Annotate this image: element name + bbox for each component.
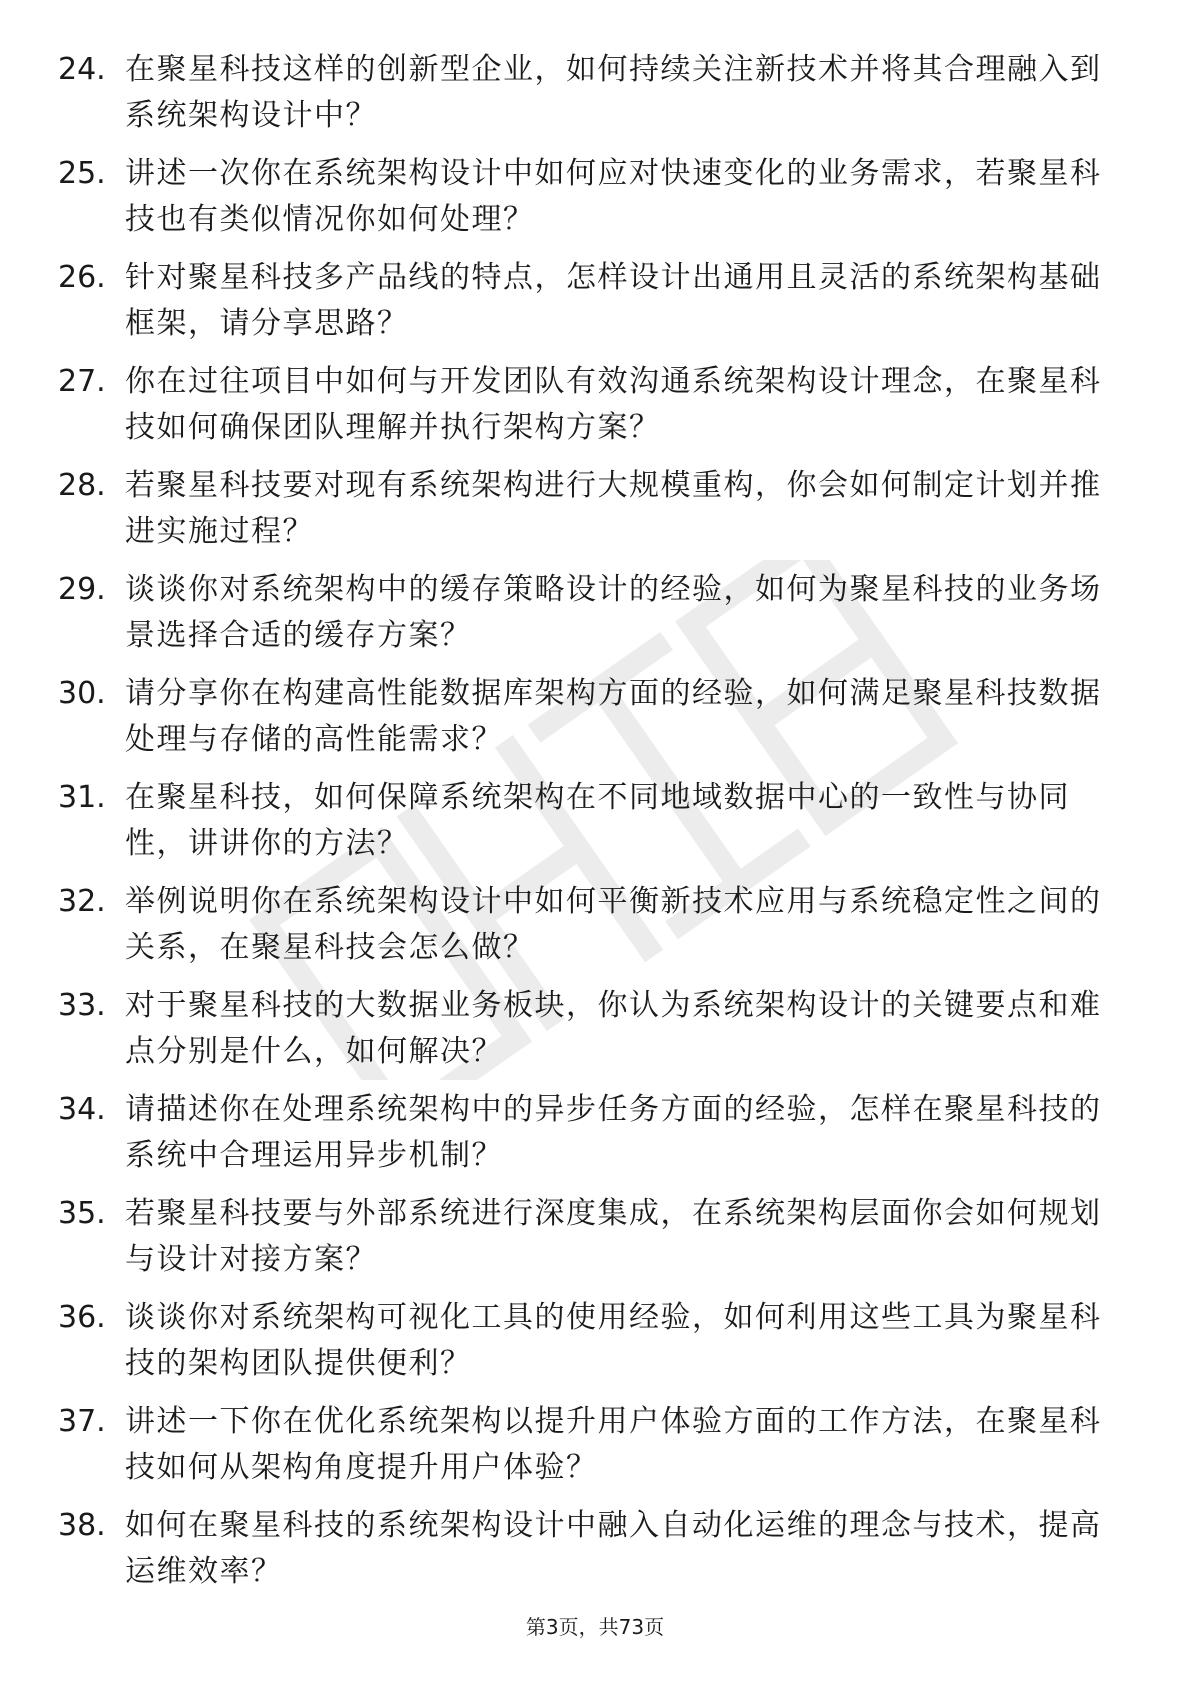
question-text: 谈谈你对系统架构中的缓存策略设计的经验，如何为聚星科技的业务场景选择合适的缓存方案？ bbox=[125, 572, 1102, 653]
question-number: 28. bbox=[58, 468, 106, 503]
question-text: 若聚星科技要对现有系统架构进行大规模重构，你会如何制定计划并推进实施过程？ bbox=[125, 468, 1102, 549]
question-text: 对于聚星科技的大数据业务板块，你认为系统架构设计的关键要点和难点分别是什么，如何解决？ bbox=[125, 988, 1102, 1069]
list-item bbox=[0, 47, 1190, 151]
question-number: 36. bbox=[58, 1300, 106, 1335]
question-text: 请描述你在处理系统架构中的异步任务方面的经验，怎样在聚星科技的系统中合理运用异步机制？ bbox=[125, 1092, 1102, 1173]
question-number: 24. bbox=[58, 52, 106, 87]
question-number: 32. bbox=[58, 884, 106, 919]
question-text: 请分享你在构建高性能数据库架构方面的经验，如何满足聚星科技数据处理与存储的高性能需求？ bbox=[125, 676, 1102, 757]
list-item bbox=[0, 463, 1190, 567]
question-number: 38. bbox=[58, 1508, 106, 1543]
list-item bbox=[0, 567, 1190, 671]
question-number: 33. bbox=[58, 988, 106, 1023]
question-number: 26. bbox=[58, 260, 106, 295]
question-text: 针对聚星科技多产品线的特点，怎样设计出通用且灵活的系统架构基础框架，请分享思路？ bbox=[125, 260, 1102, 341]
question-number: 29. bbox=[58, 572, 106, 607]
list-item bbox=[0, 983, 1190, 1087]
question-number: 30. bbox=[58, 676, 106, 711]
question-text: 举例说明你在系统架构设计中如何平衡新技术应用与系统稳定性之间的关系，在聚星科技会怎么做？ bbox=[125, 884, 1102, 965]
list-item bbox=[0, 359, 1190, 463]
question-text: 你在过往项目中如何与开发团队有效沟通系统架构设计理念，在聚星科技如何确保团队理解并执行架构方案？ bbox=[125, 364, 1102, 445]
list-item bbox=[0, 1503, 1190, 1607]
list-item bbox=[0, 1087, 1190, 1191]
list-item bbox=[0, 255, 1190, 359]
list-item bbox=[0, 1399, 1190, 1503]
question-number: 37. bbox=[58, 1404, 106, 1439]
question-number: 34. bbox=[58, 1092, 106, 1127]
question-text: 如何在聚星科技的系统架构设计中融入自动化运维的理念与技术，提高运维效率？ bbox=[125, 1508, 1102, 1589]
question-number: 25. bbox=[58, 156, 106, 191]
list-item bbox=[0, 775, 1190, 879]
question-text: 谈谈你对系统架构可视化工具的使用经验，如何利用这些工具为聚星科技的架构团队提供便利？ bbox=[125, 1300, 1102, 1381]
question-text: 在聚星科技，如何保障系统架构在不同地域数据中心的一致性与协同性，讲讲你的方法？ bbox=[125, 780, 1070, 861]
page-footer: 第3页，共73页 bbox=[525, 1615, 665, 1639]
list-item bbox=[0, 671, 1190, 775]
question-text: 讲述一次你在系统架构设计中如何应对快速变化的业务需求，若聚星科技也有类似情况你如何处理？ bbox=[125, 156, 1102, 237]
question-number: 31. bbox=[58, 780, 106, 815]
question-number: 27. bbox=[58, 364, 106, 399]
list-item bbox=[0, 879, 1190, 983]
question-text: 在聚星科技这样的创新型企业，如何持续关注新技术并将其合理融入到系统架构设计中？ bbox=[125, 52, 1102, 133]
question-number: 35. bbox=[58, 1196, 106, 1231]
list-item bbox=[0, 1191, 1190, 1295]
list-item bbox=[0, 151, 1190, 255]
question-text: 若聚星科技要与外部系统进行深度集成，在系统架构层面你会如何规划与设计对接方案？ bbox=[125, 1196, 1102, 1277]
list-item bbox=[0, 1295, 1190, 1399]
question-text: 讲述一下你在优化系统架构以提升用户体验方面的工作方法，在聚星科技如何从架构角度提升用户体验？ bbox=[125, 1404, 1102, 1485]
question-list bbox=[0, 47, 1190, 1607]
